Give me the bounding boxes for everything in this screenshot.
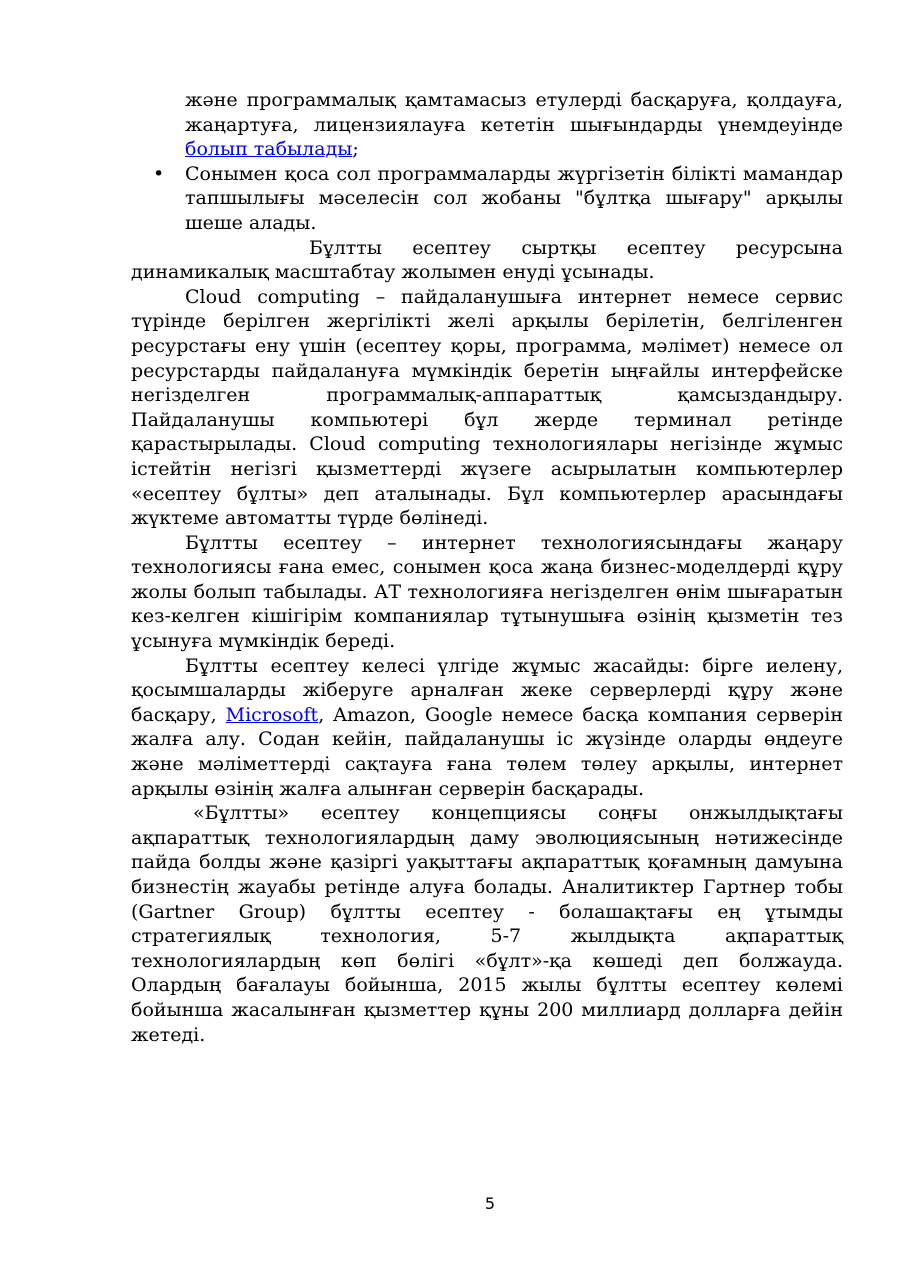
paragraph-4-text-cont: , Amazon, Google немесе басқа компания серверін жалға алу. Содан кейін, пайдаланушы іс жүзінде оларды өңдеуге және мәліметтерді сақтауға ғана төлем төлеу арқылы, интернет арқылы өзінің жалға алынған серверін басқарады.: [131, 703, 843, 800]
paragraph-2: Cloud computing – пайдаланушыға интернет немесе сервис түрінде берілген жергілікті желі арқылы берілетін, белгіленген ресурстағы ену үшін (есептеу қоры, программа, мәлімет) немесе ол ресурстарды пайдалануға мүмкіндік беретін ыңғайлы интерфейске негізделген программалық-аппараттық қамсыздандыру. Пайдаланушы компьютері бұл жерде терминал ретінде қарастырылады. Cloud computing технологиялары негізінде жұмыс істейтін негізгі қызметтерді жүзеге асырылатын компьютерлер «есептеу бұлты» деп аталынады. Бұл компьютерлер арасындағы жүктеме автоматты түрде бөлінеді.: [131, 285, 843, 530]
paragraph-4: [131, 654, 843, 802]
hyperlink-microsoft[interactable]: Microsoft: [225, 703, 319, 726]
paragraph-5: «Бұлтты» есептеу концепциясы соңғы онжылдықтағы ақпараттық технологиялардың даму эволюциясының нәтижесінде пайда болды және қазіргі уақыттағы ақпараттық қоғамның дамуына бизнестің жауабы ретінде алуға болады. Аналитиктер Гартнер тобы (Gartner Group) бұлтты есептеу - болашақтағы ең ұтымды стратегиялық технология, 5-7 жылдықта ақпараттық технологиялардың көп бөлігі «бұлт»-қа көшеді деп болжауда. Олардың бағалауы бойынша, 2015 жылы бұлтты есептеу көлемі бойынша жасалынған қызметтер құны 200 миллиард долларға дейін жетеді.: [131, 802, 843, 1046]
paragraph-3: Бұлтты есептеу – интернет технологиясындағы жаңару технологиясы ғана емес, сонымен қоса жаңа бизнес-моделдерді құру жолы болып табылады. АТ технологияға негізделген өнім шығаратын кез-келген кішігірім компаниялар тұтынушыға өзінің қызметін тез ұсынуға мүмкіндік береді.: [131, 531, 843, 653]
page-body: [131, 88, 843, 1047]
bullet-icon: •: [153, 162, 165, 185]
page-number: 5: [484, 1194, 496, 1213]
list-item: [131, 162, 843, 236]
paragraph-1: Бұлтты есептеу сыртқы есептеу ресурсына динамикалық масштабтау жолымен енуді ұсынады.: [131, 236, 843, 284]
list-item-text: және программалық қамтамасыз етулерді басқаруға, қолдауға, жаңартуға, лицензиялауға кететін шығындарды үнемдеуінде: [185, 89, 843, 136]
paragraph-4-text: Бұлтты есептеу келесі үлгіде жұмыс жасайды: бірге иелену, қосымшаларды жіберуге арналған жеке серверлерді құру және басқару,: [131, 654, 843, 726]
list-item-text: Сонымен қоса сол программаларды жүргізетін білікті мамандар тапшылығы мәселесін сол жобаны "бұлтқа шығару" арқылы шеше алады.: [185, 162, 843, 234]
list-item-continuation: [131, 88, 843, 162]
list-item-punct: ;: [352, 138, 359, 161]
hyperlink-bolyp-tabylady[interactable]: болып табылады: [185, 138, 353, 161]
